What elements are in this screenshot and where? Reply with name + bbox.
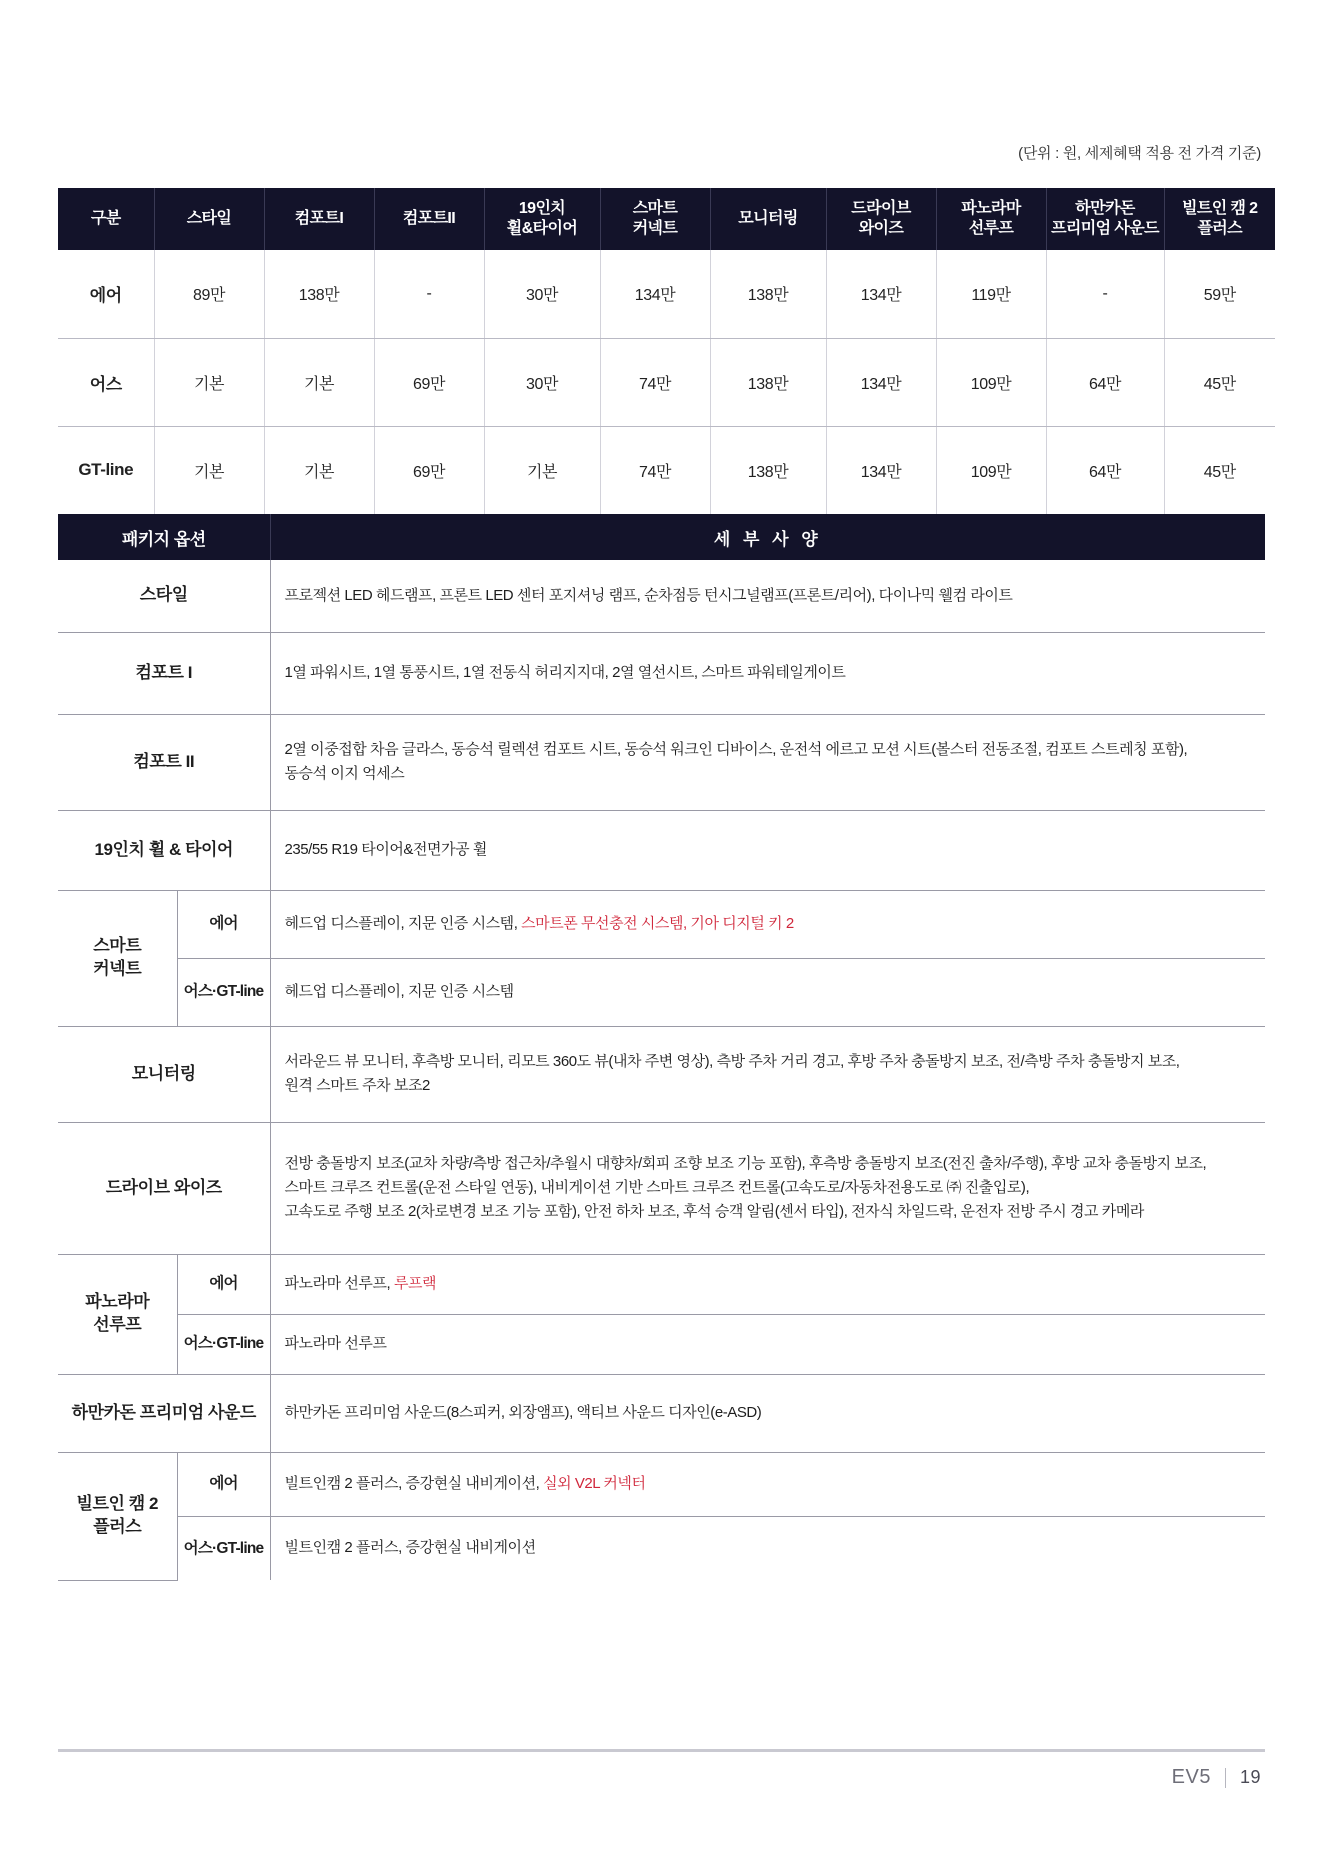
pkg-desc-monitoring	[270, 1026, 1265, 1122]
pkg-name-smart-connect	[58, 890, 177, 1026]
cell-gtline-smart-connect: 74만	[600, 426, 710, 514]
cell-earth-comfort2: 69만	[374, 338, 484, 426]
pkg-name-drive-wise: 드라이브 와이즈	[58, 1122, 270, 1254]
package-header-option: 패키지 옵션	[58, 514, 270, 560]
cell-air-harman: -	[1046, 250, 1164, 338]
pkg-sub-builtincam-earth-gtline: 어스·GT-line	[177, 1516, 270, 1580]
desc-text-accent: 실외 V2L 커넥터	[543, 1474, 646, 1492]
col-header-smart-connect: 스마트 커넥트	[600, 188, 710, 250]
col-header-monitoring: 모니터링	[710, 188, 826, 250]
footer	[1172, 1766, 1261, 1789]
pkg-desc-comfort2	[270, 714, 1265, 810]
pkg-name-line2: 커넥트	[93, 959, 142, 978]
desc-line	[285, 912, 1266, 936]
pkg-desc-builtincam-earth-gtline	[270, 1516, 1265, 1580]
footer-separator	[1225, 1768, 1226, 1788]
table-row	[58, 560, 1265, 632]
table-row	[58, 714, 1265, 810]
pkg-desc-smart-connect-air	[270, 890, 1265, 958]
cell-earth-drive-wise: 134만	[826, 338, 936, 426]
desc-line: 하만카돈 프리미엄 사운드(8스피커, 외장앰프), 액티브 사운드 디자인(e-ASD)	[284, 1403, 762, 1421]
desc-text: 헤드업 디스플레이, 지문 인증 시스템,	[284, 914, 522, 932]
desc-line: 2열 이중접합 차음 글라스, 동승석 릴렉션 컴포트 시트, 동승석 워크인 디바이스, 운전석 에르고 모션 시트(볼스터 전동조절, 컴포트 스트레칭 포함),	[284, 740, 1188, 758]
desc-line: 1열 파워시트, 1열 통풍시트, 1열 전동식 허리지지대, 2열 열선시트, 스마트 파워테일게이트	[284, 663, 846, 681]
pkg-desc-smart-connect-earth-gtline	[270, 958, 1265, 1026]
cell-gtline-sunroof: 109만	[936, 426, 1046, 514]
row-trim-air: 에어	[58, 250, 154, 338]
cell-air-sunroof: 119만	[936, 250, 1046, 338]
footer-divider	[58, 1749, 1265, 1752]
desc-line: 서라운드 뷰 모니터, 후측방 모니터, 리모트 360도 뷰(내차 주변 영상), 측방 주차 거리 경고, 후방 주차 충돌방지 보조, 전/측방 주차 충돌방지 보조,	[284, 1052, 1180, 1070]
table-row	[58, 250, 1275, 338]
pkg-desc-builtincam-air	[270, 1452, 1265, 1516]
cell-earth-monitoring: 138만	[710, 338, 826, 426]
desc-line: 파노라마 선루프	[284, 1334, 387, 1352]
col-header-panorama-sunroof: 파노라마 선루프	[936, 188, 1046, 250]
table-row	[58, 958, 1265, 1026]
cell-gtline-comfort1: 기본	[264, 426, 374, 514]
table-row	[58, 1254, 1265, 1314]
desc-text-accent: 스마트폰 무선충전 시스템, 기아 디지털 키 2	[521, 914, 794, 932]
table-row	[58, 426, 1275, 514]
pkg-name-line1: 빌트인 캠 2	[76, 1494, 158, 1514]
pkg-name-line1: 스마트	[93, 936, 142, 956]
pkg-name-monitoring: 모니터링	[58, 1026, 270, 1122]
table-row	[58, 1314, 1265, 1374]
desc-line: 빌트인캠 2 플러스, 증강현실 내비게이션	[284, 1539, 536, 1557]
pkg-sub-sunroof-air: 에어	[177, 1254, 270, 1314]
col-header-style: 스타일	[154, 188, 264, 250]
pkg-desc-drive-wise	[270, 1122, 1265, 1254]
col-header-line: 구분	[90, 210, 121, 227]
pkg-desc-wheel19	[270, 810, 1265, 890]
row-trim-gtline: GT-line	[78, 460, 134, 480]
cell-air-monitoring: 138만	[710, 250, 826, 338]
desc-line	[285, 1472, 1266, 1496]
table-row	[58, 1452, 1265, 1516]
pkg-desc-sunroof-air	[270, 1254, 1265, 1314]
cell-earth-wheel19: 30만	[484, 338, 600, 426]
table-row	[58, 1516, 1265, 1580]
table-row	[58, 810, 1265, 890]
cell-gtline-harman: 64만	[1046, 426, 1164, 514]
col-header-drive-wise: 드라이브 와이즈	[826, 188, 936, 250]
pkg-sub-smart-connect-air: 에어	[177, 890, 270, 958]
cell-gtline-monitoring: 138만	[710, 426, 826, 514]
cell-earth-builtin-cam: 45만	[1164, 338, 1275, 426]
pkg-desc-sunroof-earth-gtline	[270, 1314, 1265, 1374]
pkg-name-style: 스타일	[58, 560, 270, 632]
pkg-name-wheel19: 19인치 휠 & 타이어	[58, 810, 270, 890]
desc-line	[285, 1272, 1266, 1296]
table-row	[58, 890, 1265, 958]
desc-line: 235/55 R19 타이어&전면가공 휠	[284, 840, 487, 858]
cell-earth-style: 기본	[154, 338, 264, 426]
table-row	[58, 1374, 1265, 1452]
package-header-detail: 세 부 사 양	[270, 514, 1265, 560]
footer-model: EV5	[1171, 1766, 1211, 1788]
col-header-harman-kardon: 하만카돈 프리미엄 사운드	[1046, 188, 1164, 250]
desc-line: 고속도로 주행 보조 2(차로변경 보조 기능 포함), 안전 하차 보조, 후석 승객 알림(센서 타입), 전자식 차일드락, 운전자 전방 주시 경고 카메라	[284, 1203, 1144, 1221]
col-header-comfort2: 컴포트II	[374, 188, 484, 250]
table-row	[58, 632, 1265, 714]
cell-earth-smart-connect: 74만	[600, 338, 710, 426]
desc-line: 프로젝션 LED 헤드램프, 프론트 LED 센터 포지셔닝 램프, 순차점등 턴시그널램프(프론트/리어), 다이나믹 웰컴 라이트	[284, 586, 1013, 604]
table-row	[58, 338, 1275, 426]
cell-air-drive-wise: 134만	[826, 250, 936, 338]
desc-text-accent: 루프랙	[393, 1274, 437, 1292]
pkg-sub-builtincam-air: 에어	[177, 1452, 270, 1516]
cell-gtline-style: 기본	[154, 426, 264, 514]
pkg-name-line1: 파노라마	[85, 1292, 150, 1312]
price-table-header-row	[58, 188, 1275, 250]
cell-air-smart-connect: 134만	[600, 250, 710, 338]
package-detail-table	[58, 514, 1265, 1581]
price-table	[58, 188, 1275, 514]
cell-air-builtin-cam: 59만	[1164, 250, 1275, 338]
cell-air-wheel19: 30만	[484, 250, 600, 338]
table-row	[58, 1122, 1265, 1254]
pkg-name-panorama-sunroof	[58, 1254, 177, 1374]
desc-text: 빌트인캠 2 플러스, 증강현실 내비게이션,	[284, 1474, 544, 1492]
package-table-header-row	[58, 514, 1265, 560]
cell-air-style: 89만	[154, 250, 264, 338]
cell-gtline-wheel19: 기본	[484, 426, 600, 514]
desc-line: 헤드업 디스플레이, 지문 인증 시스템	[284, 982, 514, 1000]
unit-note: (단위 : 원, 세제혜택 적용 전 가격 기준)	[1018, 145, 1261, 162]
col-header-builtin-cam2: 빌트인 캠 2 플러스	[1164, 188, 1275, 250]
page-number: 19	[1239, 1767, 1261, 1787]
col-header-comfort1: 컴포트I	[264, 188, 374, 250]
content-area	[58, 188, 1265, 1581]
row-trim-earth: 어스	[58, 338, 154, 426]
pkg-desc-style	[270, 560, 1265, 632]
cell-air-comfort2: -	[374, 250, 484, 338]
desc-line: 스마트 크루즈 컨트롤(운전 스타일 연동), 내비게이션 기반 스마트 크루즈 컨트롤(고속도로/자동차전용도로 ㈜ 진출입로),	[284, 1178, 1030, 1196]
pkg-name-comfort1: 컴포트 I	[58, 632, 270, 714]
pkg-name-comfort2: 컴포트 II	[58, 714, 270, 810]
cell-earth-harman: 64만	[1046, 338, 1164, 426]
pkg-desc-harman-kardon	[270, 1374, 1265, 1452]
table-row	[58, 1026, 1265, 1122]
pkg-name-line2: 플러스	[93, 1517, 142, 1536]
cell-air-comfort1: 138만	[264, 250, 374, 338]
desc-line: 원격 스마트 주차 보조2	[284, 1077, 430, 1094]
desc-line: 전방 충돌방지 보조(교차 차량/측방 접근차/추월시 대향차/회피 조향 보조 기능 포함), 후측방 충돌방지 보조(전진 출차/주행), 후방 교차 충돌방지 보조,	[284, 1154, 1207, 1172]
desc-text: 파노라마 선루프,	[284, 1274, 394, 1292]
pkg-sub-sunroof-earth-gtline: 어스·GT-line	[177, 1314, 270, 1374]
cell-earth-comfort1: 기본	[264, 338, 374, 426]
cell-gtline-comfort2: 69만	[374, 426, 484, 514]
pkg-name-builtin-cam2	[58, 1452, 177, 1580]
pkg-sub-smart-connect-earth-gtline: 어스·GT-line	[177, 958, 270, 1026]
pkg-name-harman-kardon: 하만카돈 프리미엄 사운드	[58, 1374, 270, 1452]
cell-gtline-drive-wise: 134만	[826, 426, 936, 514]
col-header-category	[58, 188, 154, 250]
pkg-name-line2: 선루프	[93, 1315, 142, 1334]
cell-gtline-builtin-cam: 45만	[1164, 426, 1275, 514]
cell-earth-sunroof: 109만	[936, 338, 1046, 426]
col-header-wheel19: 19인치 휠&타이어	[484, 188, 600, 250]
pkg-desc-comfort1	[270, 632, 1265, 714]
desc-line: 동승석 이지 억세스	[284, 765, 405, 782]
